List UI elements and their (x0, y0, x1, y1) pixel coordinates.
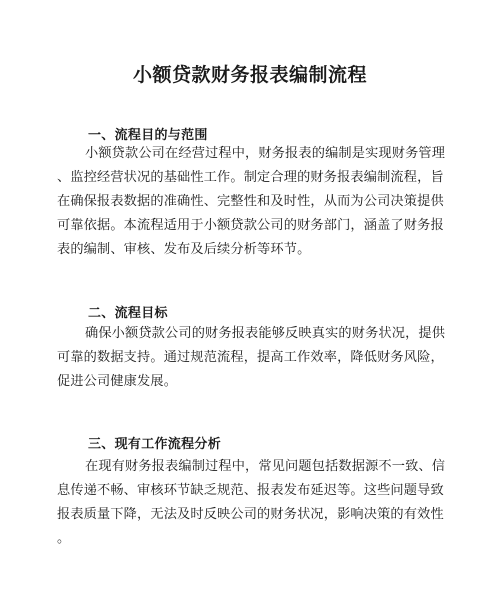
paragraph-line: 在确保报表数据的准确性、完整性和及时性，从而为公司决策提供 (57, 194, 444, 209)
paragraph-line: 确保小额贷款公司的财务报表能够反映真实的财务状况，提供 (85, 326, 446, 341)
section-heading-goals: 二、流程目标 (88, 306, 168, 321)
section-paragraph-purpose (57, 142, 447, 262)
paragraph-line: 息传递不畅、审核环节缺乏规范、报表发布延迟等。这些问题导致 (57, 483, 444, 498)
paragraph-line: 促进公司健康发展。 (57, 374, 178, 389)
paragraph-line: 可靠的数据支持。通过规范流程，提高工作效率，降低财务风险， (57, 350, 444, 365)
section-heading-analysis: 三、现有工作流程分析 (88, 437, 222, 452)
paragraph-line: 。 (57, 531, 71, 546)
section-heading-purpose: 一、流程目的与范围 (88, 128, 208, 143)
paragraph-line: 可靠依据。本流程适用于小额贷款公司的财务部门，涵盖了财务报 (57, 218, 444, 233)
paragraph-line: 在现有财务报表编制过程中，常见问题包括数据源不一致、信 (85, 459, 446, 474)
paragraph-line: 表的编制、审核、发布及后续分析等环节。 (57, 242, 311, 257)
section-paragraph-analysis (57, 455, 447, 551)
paragraph-line: 、监控经营状况的基础性工作。制定合理的财务报表编制流程，旨 (57, 170, 444, 185)
document-title: 小额贷款财务报表编制流程 (132, 64, 367, 86)
paragraph-line: 报表质量下降，无法及时反映公司的财务状况，影响决策的有效性 (57, 507, 444, 522)
paragraph-line: 小额贷款公司在经营过程中，财务报表的编制是实现财务管理 (85, 146, 446, 161)
section-paragraph-goals (57, 322, 447, 394)
